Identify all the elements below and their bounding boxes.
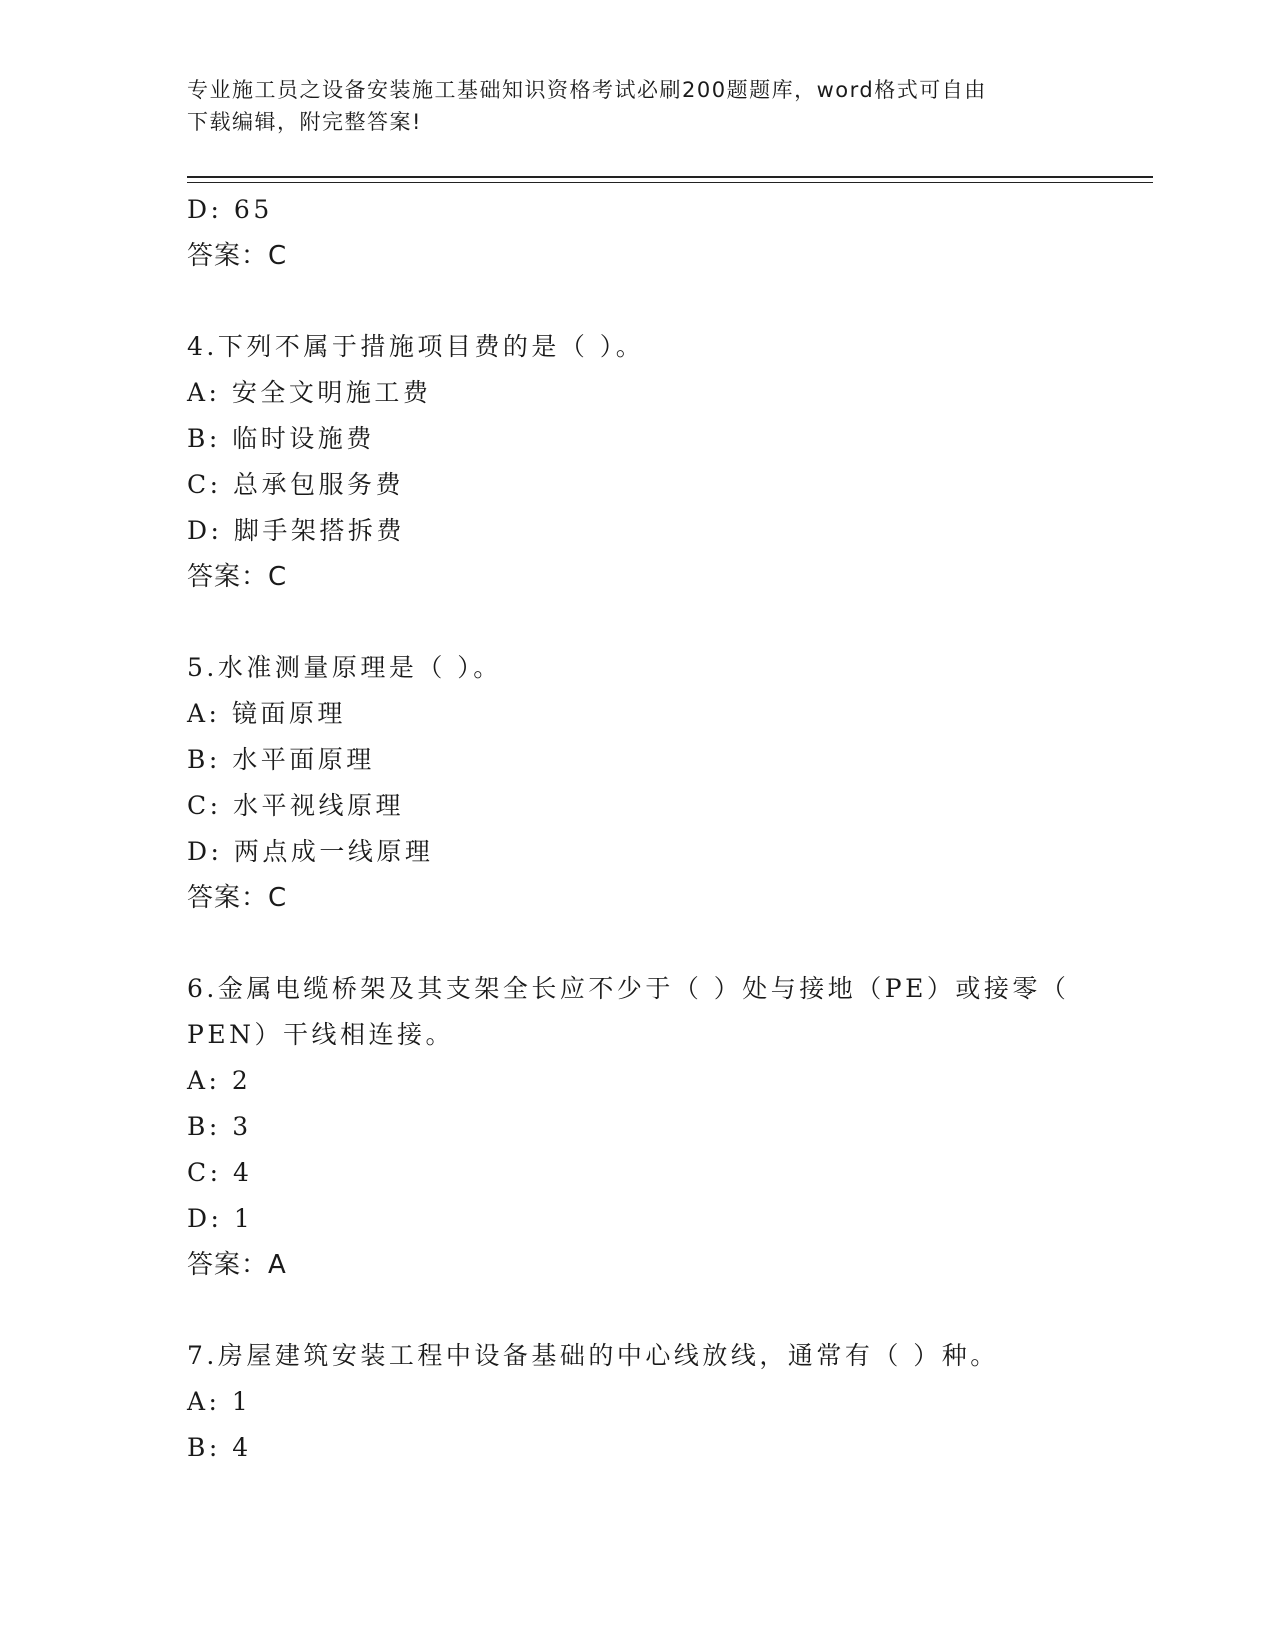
question-stem: 5.水准测量原理是（ ）。	[187, 653, 502, 682]
option-c: C: 4	[187, 1158, 253, 1187]
question-block-6	[187, 966, 1087, 1288]
option-b: B: 4	[187, 1433, 252, 1462]
question-stem-line-2: PEN）干线相连接。	[187, 1020, 454, 1049]
option-d: D: 1	[187, 1204, 254, 1233]
document-header	[187, 74, 1087, 138]
option-d: D: 脚手架搭拆费	[187, 516, 405, 545]
header-rule-thick	[187, 176, 1153, 178]
question-list	[187, 187, 1087, 1471]
answer-line: 答案：A	[187, 1250, 287, 1280]
question-block-7	[187, 1333, 1087, 1471]
option-b: B: 水平面原理	[187, 745, 375, 774]
question-stem: 4.下列不属于措施项目费的是（ ）。	[187, 332, 645, 361]
answer-line: 答案：C	[187, 241, 288, 271]
option-a: A: 1	[187, 1387, 252, 1416]
question-stem-line-1: 6.金属电缆桥架及其支架全长应不少于（ ）处与接地（PE）或接零（	[187, 974, 1070, 1003]
option-a: A: 2	[187, 1066, 252, 1095]
option-d: D: 两点成一线原理	[187, 837, 434, 866]
answer-line: 答案：C	[187, 883, 288, 913]
option-b: B: 3	[187, 1112, 252, 1141]
option-c: C: 水平视线原理	[187, 791, 404, 820]
option-a: A: 镜面原理	[187, 699, 346, 728]
header-line-1: 专业施工员之设备安装施工基础知识资格考试必刷200题题库，word格式可自由	[187, 78, 987, 102]
option-c: C: 总承包服务费	[187, 470, 404, 499]
option-b: B: 临时设施费	[187, 424, 375, 453]
question-block-5	[187, 645, 1087, 921]
question-stem: 7.房屋建筑安装工程中设备基础的中心线放线，通常有（ ）种。	[187, 1341, 999, 1370]
option-a: A: 安全文明施工费	[187, 378, 432, 407]
answer-line: 答案：C	[187, 562, 288, 592]
header-rule-thin	[187, 182, 1153, 183]
header-line-2: 下载编辑，附完整答案!	[187, 110, 422, 134]
option-d: D: 65	[187, 195, 273, 224]
question-block-4	[187, 324, 1087, 600]
